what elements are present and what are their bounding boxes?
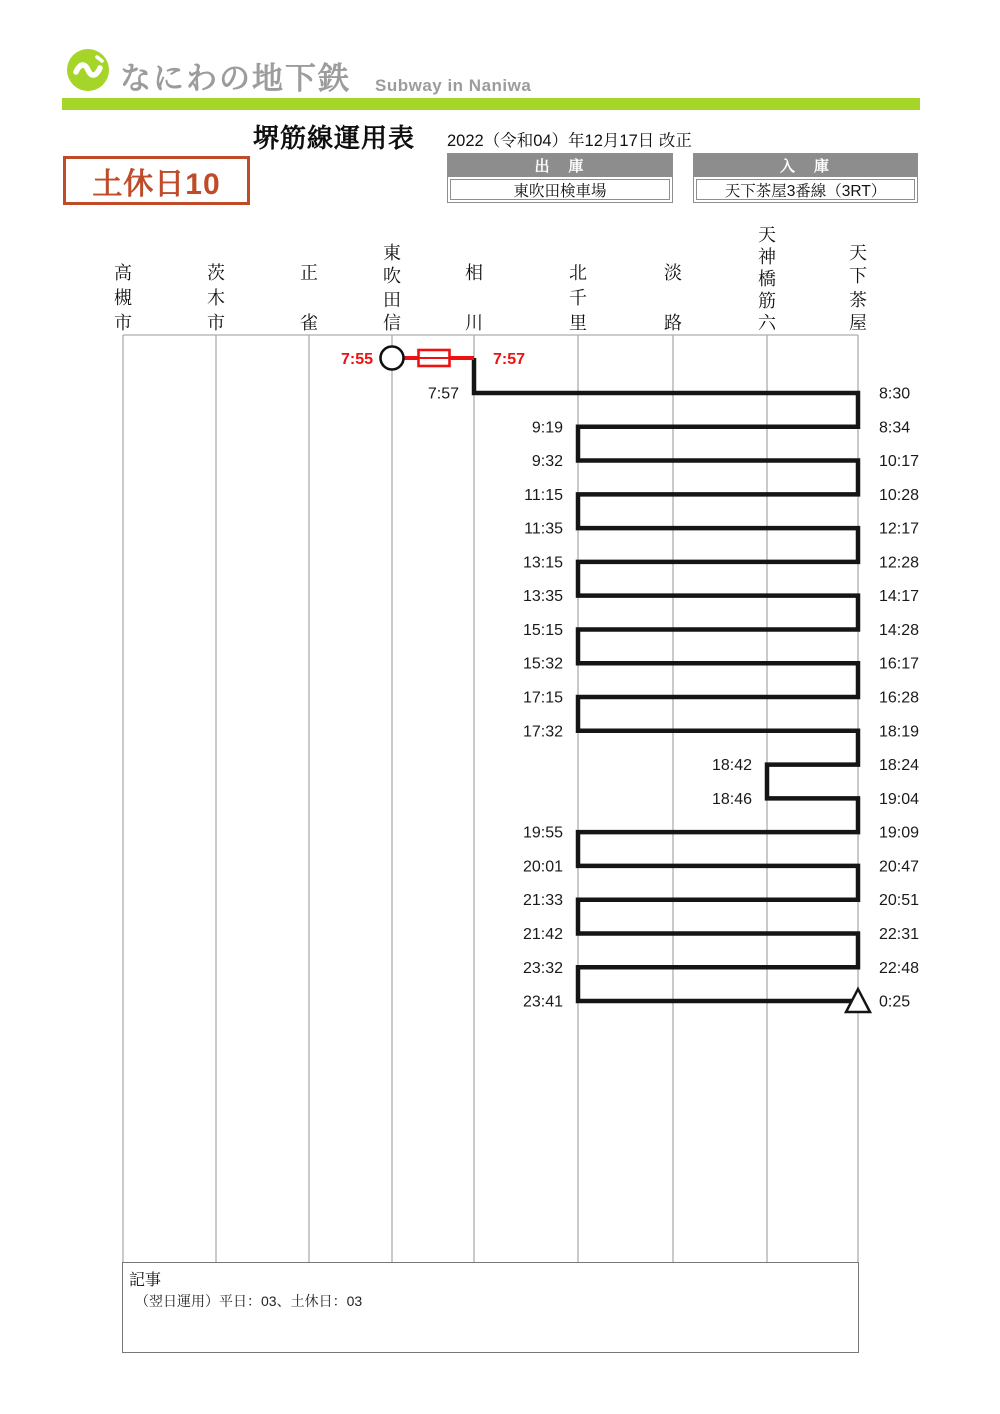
time-label-arr: 8:30 <box>879 385 911 403</box>
station-label: 北 千 里 <box>569 263 587 333</box>
station-label: 相 川 <box>465 263 483 333</box>
time-label-arr: 11:15 <box>524 486 563 504</box>
station-label: 高 槻 市 <box>114 263 132 333</box>
station-label: 淡 路 <box>664 263 682 333</box>
time-label-arr: 23:32 <box>522 959 563 977</box>
pullout-dep-time: 7:55 <box>340 351 373 368</box>
time-label-arr: 18:42 <box>711 757 752 775</box>
time-label-arr: 22:31 <box>879 925 920 943</box>
time-label-arr: 18:19 <box>879 723 920 741</box>
time-label-dep: 7:57 <box>427 385 459 403</box>
time-label-arr: 20:47 <box>879 858 920 876</box>
depot-out-header: 出 庫 <box>448 154 672 177</box>
time-label-arr: 21:33 <box>522 892 563 910</box>
time-label-arr: 12:17 <box>879 520 920 538</box>
station-label: 正 雀 <box>300 263 318 333</box>
station-label: 東 吹 田 信 <box>383 243 401 333</box>
time-label-arr: 10:17 <box>879 453 920 471</box>
time-label-arr: 0:25 <box>879 993 911 1011</box>
time-label-dep: 18:24 <box>879 757 920 775</box>
brand-name: なにわの地下鉄 <box>120 61 351 96</box>
time-label-arr: 19:55 <box>522 824 563 842</box>
time-label-arr: 19:04 <box>879 790 920 808</box>
page-title: 堺筋線運用表 <box>253 123 416 153</box>
time-label-dep: 13:35 <box>522 588 563 606</box>
time-label-dep: 15:32 <box>522 655 563 673</box>
time-label-dep: 10:28 <box>879 486 920 504</box>
time-label-dep: 22:48 <box>879 959 920 977</box>
brand-subtitle: Subway in Naniwa <box>375 76 532 95</box>
station-label: 茨 木 市 <box>207 263 225 333</box>
depot-in-header: 入 庫 <box>694 154 917 177</box>
notes-box <box>122 1262 859 1353</box>
time-label-dep: 8:34 <box>879 419 911 437</box>
time-label-arr: 13:15 <box>522 554 563 572</box>
time-label-arr: 16:17 <box>879 655 920 673</box>
notes-body: （翌日運用）平日：03、土休日：03 <box>135 1293 363 1309</box>
time-label-arr: 14:17 <box>879 588 920 606</box>
time-label-dep: 20:51 <box>879 892 920 910</box>
pullout-start-circle <box>381 347 404 370</box>
time-label-dep: 20:01 <box>522 858 563 876</box>
time-label-dep: 14:28 <box>879 621 920 639</box>
station-label: 天 下 茶 屋 <box>849 243 867 333</box>
time-label-dep: 17:32 <box>522 723 563 741</box>
time-label-dep: 21:42 <box>522 925 563 943</box>
time-label-dep: 19:09 <box>879 824 920 842</box>
revision-date: 2022（令和04）年12月17日 改正 <box>447 132 692 150</box>
station-label: 天 神 橋 筋 六 <box>758 225 776 333</box>
duty-number-badge: 土休日10 <box>63 156 250 205</box>
time-label-dep: 11:35 <box>524 520 563 538</box>
notes-title: 記事 <box>129 1272 162 1289</box>
depot-in-value: 天下茶屋3番線（3RT） <box>696 179 915 200</box>
time-label-arr: 15:15 <box>522 621 563 639</box>
time-label-dep: 12:28 <box>879 554 920 572</box>
pullout-arr-time: 7:57 <box>493 351 526 368</box>
time-label-dep: 18:46 <box>711 790 752 808</box>
time-label-dep: 23:41 <box>522 993 563 1011</box>
time-label-arr: 17:15 <box>522 689 563 707</box>
time-label-dep: 16:28 <box>879 689 920 707</box>
depot-out-value: 東吹田検車場 <box>450 179 670 200</box>
time-label-dep: 9:32 <box>531 453 563 471</box>
time-label-arr: 9:19 <box>531 419 563 437</box>
